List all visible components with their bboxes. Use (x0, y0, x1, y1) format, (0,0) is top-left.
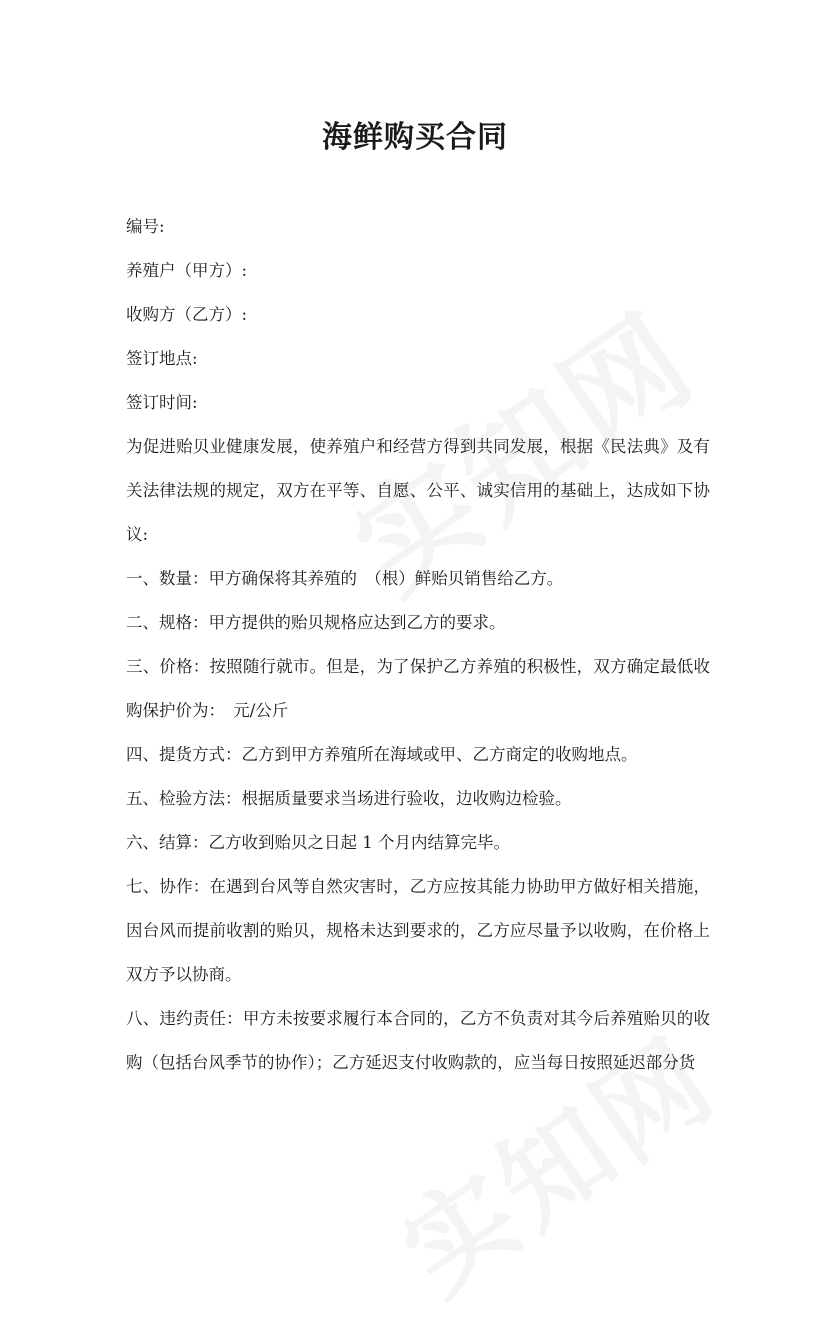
contract-body (126, 216, 710, 1096)
field-contract-number: 编号: (126, 217, 165, 236)
field-signing-place: 签订地点: (126, 349, 198, 368)
document-title: 海鲜购买合同 (322, 120, 508, 155)
clause-liability: 八、违约责任：甲方未按要求履行本合同的，乙方不负责对其今后养殖贻贝的收购（包括台风季节的协作）；乙方延迟支付收购款的，应当每日按照延迟部分货 (126, 1009, 710, 1072)
clause-quantity: 一、数量：甲方确保将其养殖的 （根）鲜贻贝销售给乙方。 (126, 569, 564, 588)
clause-specification: 二、规格：甲方提供的贻贝规格应达到乙方的要求。 (126, 613, 506, 632)
clause-price: 三、价格：按照随行就市。但是，为了保护乙方养殖的积极性，双方确定最低收购保护价为： 元/公斤 (126, 657, 710, 720)
field-party-b: 收购方（乙方）: (126, 305, 248, 324)
clause-cooperation: 七、协作：在遇到台风等自然灾害时，乙方应按其能力协助甲方做好相关措施，因台风而提前收割的贻贝，规格未达到要求的，乙方应尽量予以收购，在价格上双方予以协商。 (126, 877, 710, 984)
clause-settlement: 六、结算：乙方收到贻贝之日起 1 个月内结算完毕。 (126, 833, 510, 852)
field-party-a: 养殖户（甲方）: (126, 261, 248, 280)
field-signing-date: 签订时间: (126, 393, 198, 412)
clause-inspection: 五、检验方法：根据质量要求当场进行验收，边收购边检验。 (126, 789, 572, 808)
intro-paragraph: 为促进贻贝业健康发展，使养殖户和经营方得到共同发展，根据《民法典》及有关法律法规的规定，双方在平等、自愿、公平、诚实信用的基础上，达成如下协议: (126, 437, 710, 544)
clause-delivery: 四、提货方式：乙方到甲方养殖所在海域或甲、乙方商定的收购地点。 (126, 745, 638, 764)
